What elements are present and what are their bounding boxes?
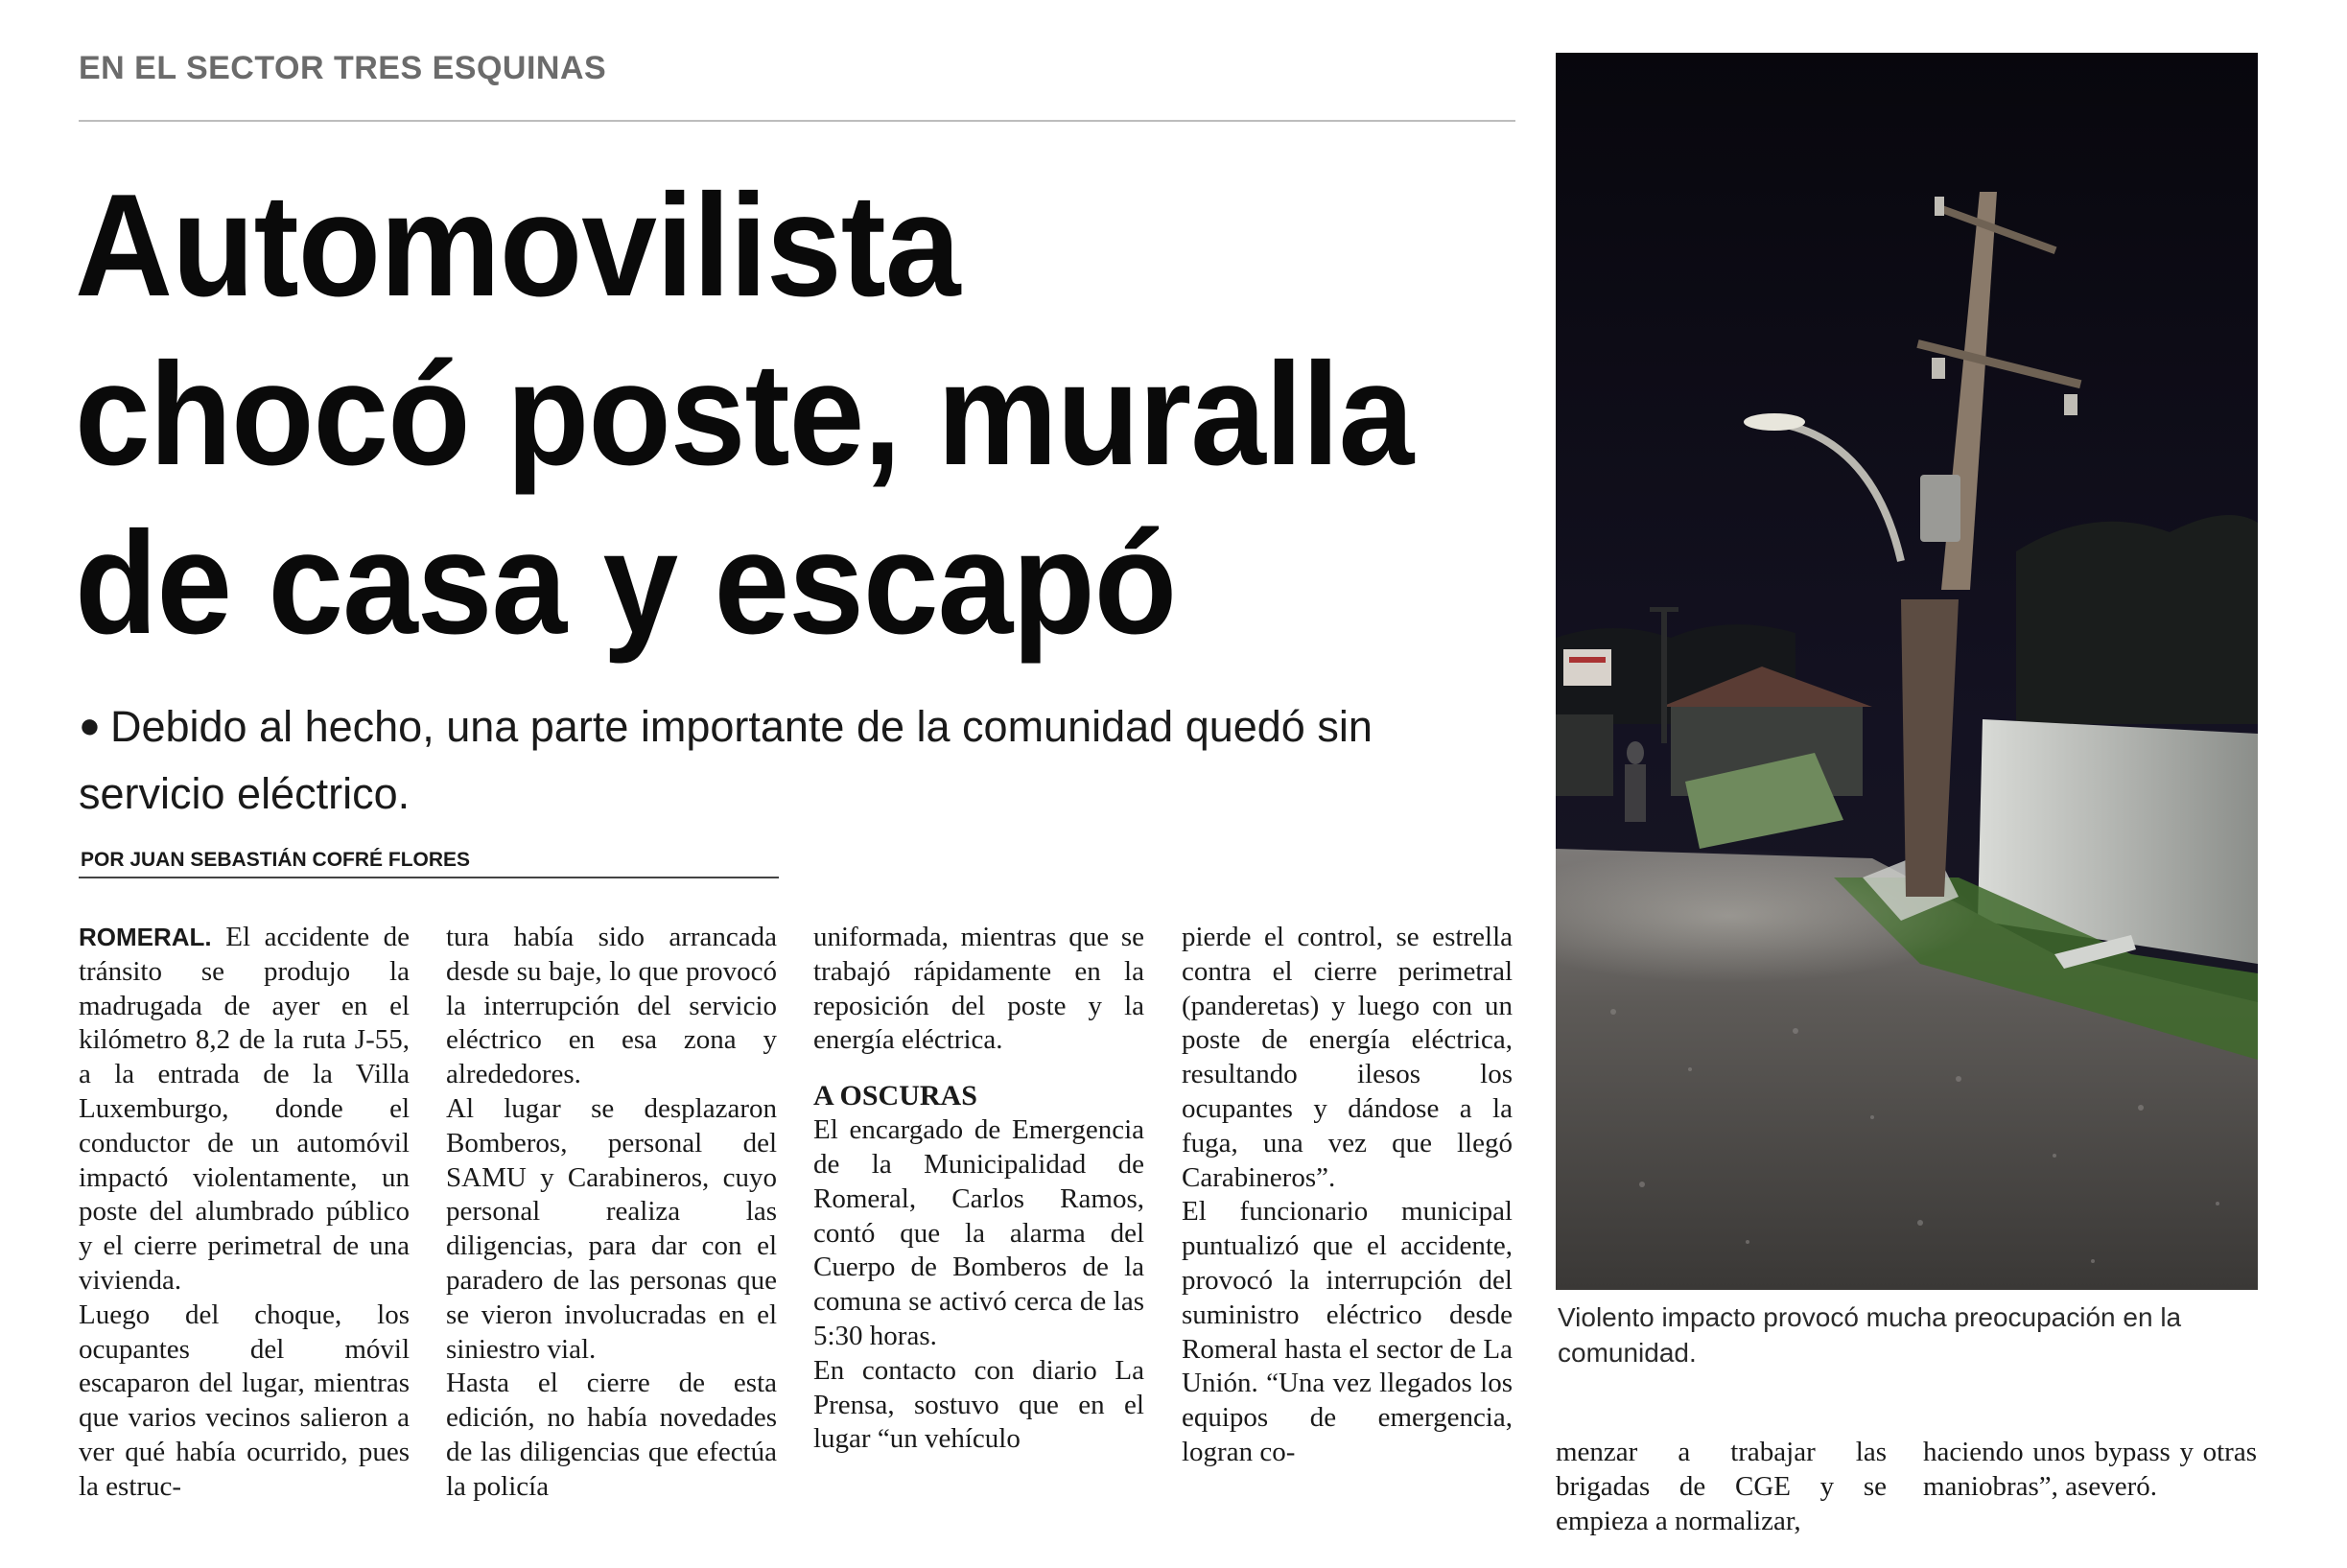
deck-text: Debido al hecho, una parte importante de la comunidad quedó sin servicio eléctrico.	[79, 702, 1373, 818]
byline-divider	[79, 877, 779, 878]
body-paragraph: En contacto con diario La Prensa, sostuvo que en el lugar “un vehículo	[813, 1354, 1144, 1455]
article-column-5	[1556, 1436, 1887, 1538]
subhead: A OSCURAS	[813, 1080, 977, 1112]
byline: POR JUAN SEBASTIÁN COFRÉ FLORES	[81, 849, 471, 871]
headline-line-1: Automovilista	[75, 164, 960, 327]
article-column-4	[1182, 921, 1513, 1470]
body-paragraph: Hasta el cierre de esta edición, no había novedades de las diligencias que efectúa la policía	[446, 1368, 777, 1502]
article-column-2	[446, 921, 777, 1505]
headline-line-3: de casa y escapó	[75, 502, 1177, 665]
section-kicker: EN EL SECTOR TRES ESQUINAS	[79, 50, 607, 86]
article-column-6	[1923, 1436, 2257, 1505]
deck-summary	[79, 692, 1517, 828]
kicker-divider	[79, 120, 1515, 122]
headline	[75, 161, 1431, 667]
body-paragraph: El funcionario municipal puntualizó que el accidente, provocó la interrupción del suministro eléctrico desde Romeral hasta el sector de La Unión. “Una vez llegados los equipos de emergencia, logran co-	[1182, 1196, 1513, 1467]
dateline: ROMERAL.	[79, 923, 212, 951]
body-paragraph: Luego del choque, los ocupantes del móvil escaparon del lugar, mientras que varios vecinos salieron a ver qué había ocurrido, pues la estruc-	[79, 1299, 410, 1502]
article-column-1	[79, 921, 410, 1505]
body-paragraph: El encargado de Emergencia de la Municipalidad de Romeral, Carlos Ramos, contó que la alarma del Cuerpo de Bomberos de la comuna se activó cerca de las 5:30 horas.	[813, 1114, 1144, 1351]
body-paragraph: pierde el control, se estrella contra el cierre perimetral (panderetas) y luego con un poste de energía eléctrica, resultando ilesos los ocupantes y dándose a la fuga, una vez que llegó Carabineros”.	[1182, 922, 1513, 1193]
headline-line-2: chocó poste, muralla	[75, 333, 1414, 496]
body-paragraph: tura había sido arrancada desde su baje, lo que provocó la interrupción del servicio eléctrico en esa zona y alrededores.	[446, 922, 777, 1090]
night-accident-photo	[1556, 53, 2258, 1290]
photo-illustration	[1556, 53, 2258, 1290]
body-paragraph: haciendo unos bypass y otras maniobras”, aseveró.	[1923, 1437, 2257, 1502]
body-paragraph: menzar a trabajar las brigadas de CGE y se empieza a normalizar,	[1556, 1437, 1887, 1536]
body-paragraph: uniformada, mientras que se trabajó rápidamente en la reposición del poste y la energía eléctrica.	[813, 922, 1144, 1056]
body-paragraph: Al lugar se desplazaron Bomberos, personal del SAMU y Carabineros, cuyo personal realiza las diligencias, para dar con el paradero de las personas que se vieron involucradas en el siniestro vial.	[446, 1092, 777, 1365]
body-text: El accidente de tránsito se produjo la madrugada de ayer en el kilómetro 8,2 de la ruta J-55, a la entrada de la Villa Luxemburgo, donde el conductor de un automóvil impactó violentamente, un poste del alumbrado público y el cierre perimetral de una vivienda.	[79, 922, 411, 1296]
bullet-icon: ●	[79, 706, 101, 746]
article-column-3	[813, 921, 1144, 1457]
photo-caption: Violento impacto provocó mucha preocupación en la comunidad.	[1558, 1302, 2182, 1368]
body-paragraph	[79, 921, 410, 1299]
